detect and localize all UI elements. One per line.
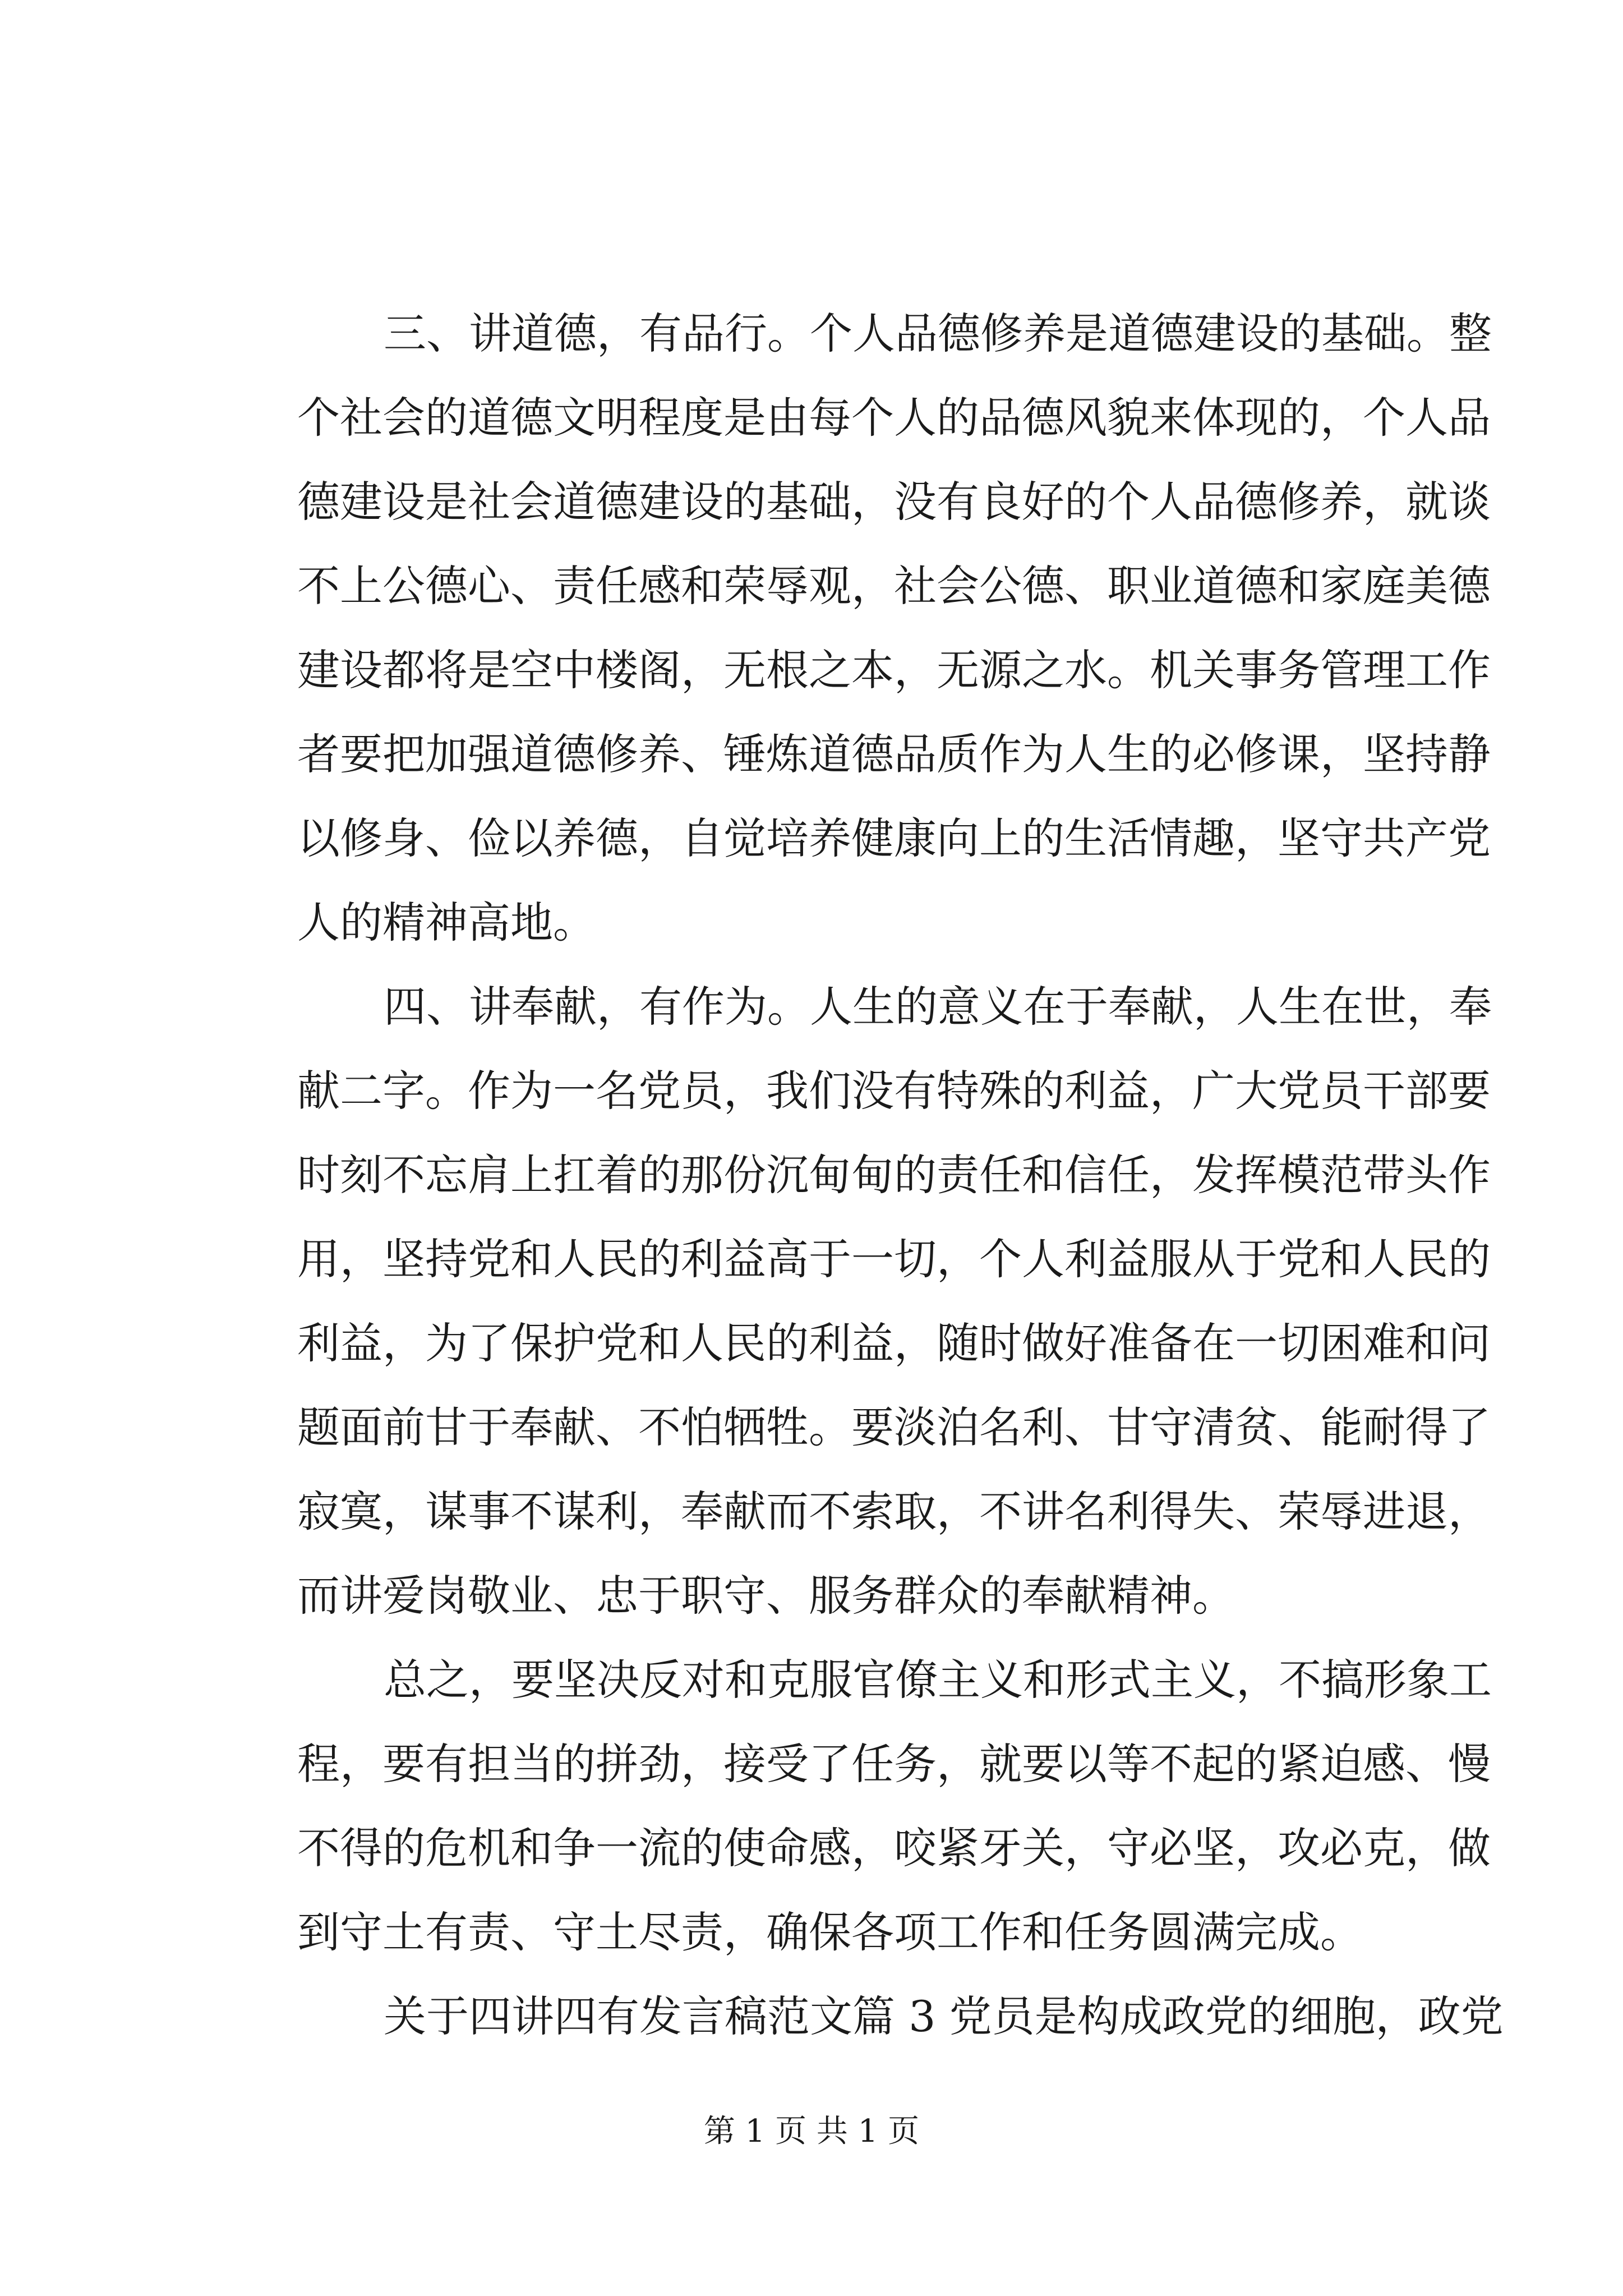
text-line: 四、讲奉献，有作为。人生的意义在于奉献，人生在世，奉 [384,982,1492,1032]
text-line: 用，坚持党和人民的利益高于一切，个人利益服从于党和人民的 [297,1234,1491,1284]
page-footer: 第 1 页 共 1 页 [703,2113,920,2150]
body-text [297,292,1504,2059]
text-line: 不上公德心、责任感和荣辱观，社会公德、职业道德和家庭美德 [297,561,1491,611]
text-line: 程，要有担当的拼劲，接受了任务，就要以等不起的紧迫感、慢 [297,1739,1491,1789]
text-line: 德建设是社会道德建设的基础，没有良好的个人品德修养，就谈 [297,477,1491,527]
text-line: 个社会的道德文明程度是由每个人的品德风貌来体现的，个人品 [297,393,1491,443]
text-line: 三、讲道德，有品行。个人品德修养是道德建设的基础。整 [384,309,1492,358]
text-line: 题面前甘于奉献、不怕牺牲。要淡泊名利、甘守清贫、能耐得了 [297,1402,1491,1452]
text-line: 建设都将是空中楼阁，无根之本，无源之水。机关事务管理工作 [297,645,1491,695]
text-line: 人的精神高地。 [297,898,596,947]
text-line: 时刻不忘肩上扛着的那份沉甸甸的责任和信任，发挥模范带头作 [297,1150,1491,1200]
text-line: 总之，要坚决反对和克服官僚主义和形式主义，不搞形象工 [384,1655,1492,1705]
text-line: 献二字。作为一名党员，我们没有特殊的利益，广大党员干部要 [297,1066,1491,1116]
text-line: 利益，为了保护党和人民的利益，随时做好准备在一切困难和问 [297,1318,1491,1368]
text-line: 寂寞，谋事不谋利，奉献而不索取，不讲名利得失、荣辱进退， [297,1487,1491,1536]
text-line: 关于四讲四有发言稿范文篇 3 党员是构成政党的细胞，政党 [384,1991,1504,2041]
text-line: 以修身、俭以养德，自觉培养健康向上的生活情趣，坚守共产党 [297,813,1491,863]
text-line: 者要把加强道德修养、锤炼道德品质作为人生的必修课，坚持静 [297,729,1491,779]
text-line: 到守土有责、守土尽责，确保各项工作和任务圆满完成。 [297,1907,1363,1957]
text-line: 而讲爱岗敬业、忠于职守、服务群众的奉献精神。 [297,1571,1235,1621]
text-line: 不得的危机和争一流的使命感，咬紧牙关，守必坚，攻必克，做 [297,1823,1491,1873]
